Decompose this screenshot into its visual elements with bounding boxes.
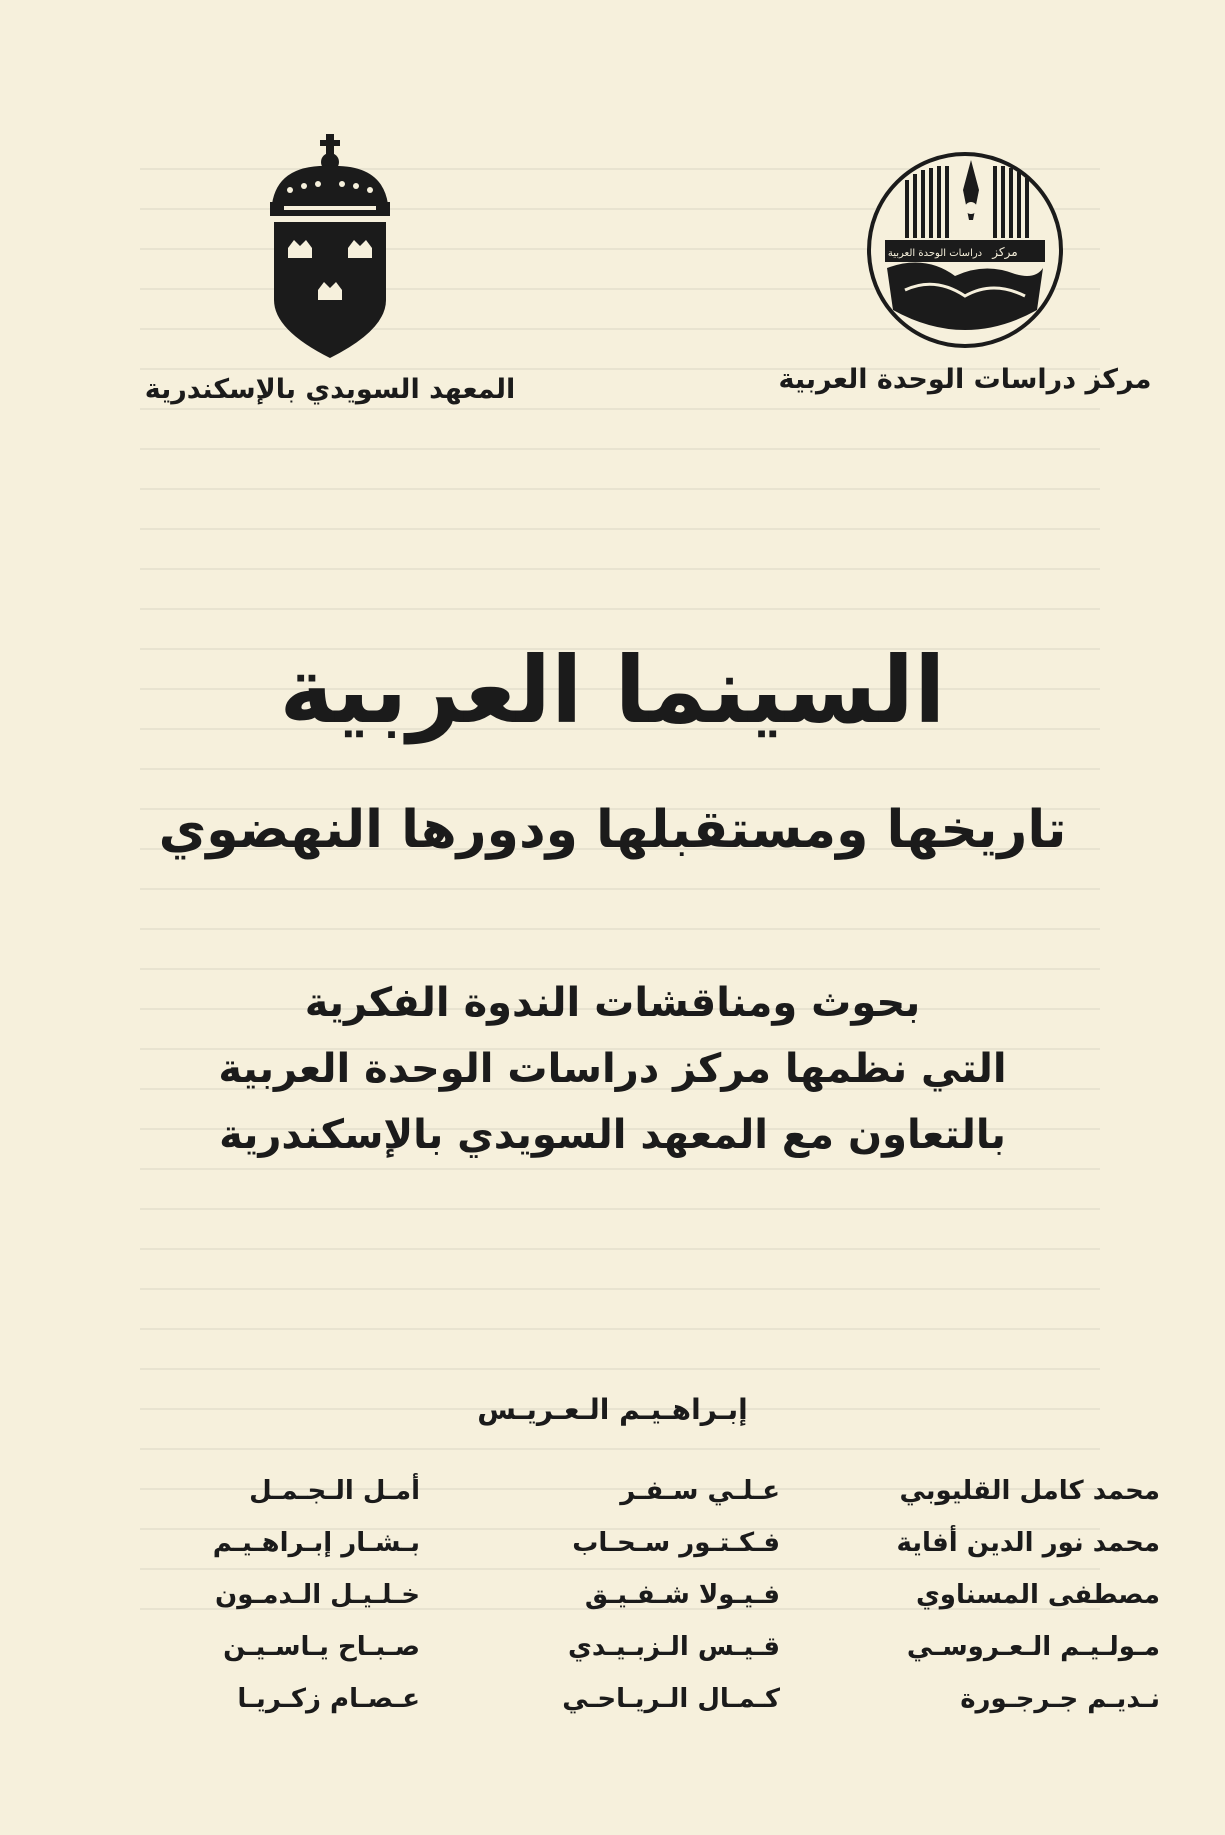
swedish-institute-label: المعهد السويدي بالإسكندرية bbox=[144, 374, 516, 405]
authors-list bbox=[120, 1465, 1160, 1725]
book-description bbox=[0, 970, 1225, 1168]
author-name: نـديـم جـرجـورة bbox=[960, 1684, 1160, 1714]
author-name: كـمـال الـريـاحـي bbox=[562, 1684, 780, 1714]
authors-column-3 bbox=[840, 1465, 1160, 1725]
swedish-crown-shield-icon bbox=[260, 130, 400, 360]
description-line-2: التي نظمها مركز دراسات الوحدة العربية bbox=[218, 1046, 1007, 1092]
author-name: بـشـار إبـراهـيـم bbox=[212, 1528, 420, 1558]
author-name: أمـل الـجـمـل bbox=[249, 1476, 420, 1506]
author-name: قـيـس الـزبـيـدي bbox=[568, 1632, 780, 1662]
description-line-1: بحوث ومناقشات الندوة الفكرية bbox=[304, 980, 921, 1026]
authors-column-1 bbox=[120, 1465, 420, 1725]
author-name: عـصـام زكـريـا bbox=[237, 1684, 420, 1714]
description-line-3: بالتعاون مع المعهد السويدي بالإسكندرية bbox=[219, 1112, 1006, 1158]
book-subtitle: تاريخها ومستقبلها ودورها النهضوي bbox=[158, 800, 1067, 860]
caus-label: مركز دراسات الوحدة العربية bbox=[778, 364, 1152, 395]
book-title: السينما العربية bbox=[279, 637, 946, 744]
swedish-institute-logo-block bbox=[100, 130, 560, 405]
author-name: محمد نور الدين أفاية bbox=[896, 1528, 1160, 1558]
caus-emblem-text-1: مركز bbox=[992, 245, 1018, 259]
author-name: فـيـولا شـفـيـق bbox=[584, 1580, 780, 1610]
authors-column-2 bbox=[480, 1465, 780, 1725]
author-name: مصطفى المسناوي bbox=[915, 1580, 1160, 1610]
author-name: فـكـتـور سـحـاب bbox=[572, 1528, 780, 1558]
caus-emblem-text-2: دراسات الوحدة العربية bbox=[887, 248, 983, 259]
author-name: مـولـيـم الـعـروسـي bbox=[906, 1632, 1160, 1662]
author-name: محمد كامل القليوبي bbox=[899, 1476, 1160, 1506]
caus-logo-block bbox=[770, 150, 1160, 395]
author-name: صـبـاح يـاسـيـن bbox=[223, 1632, 420, 1662]
editor-name: إبـراهـيـم الـعـريـس bbox=[477, 1393, 748, 1426]
author-name: خـلـيـل الـدمـون bbox=[215, 1580, 420, 1610]
caus-emblem bbox=[865, 150, 1065, 350]
author-name: عـلـي سـفـر bbox=[620, 1476, 780, 1506]
